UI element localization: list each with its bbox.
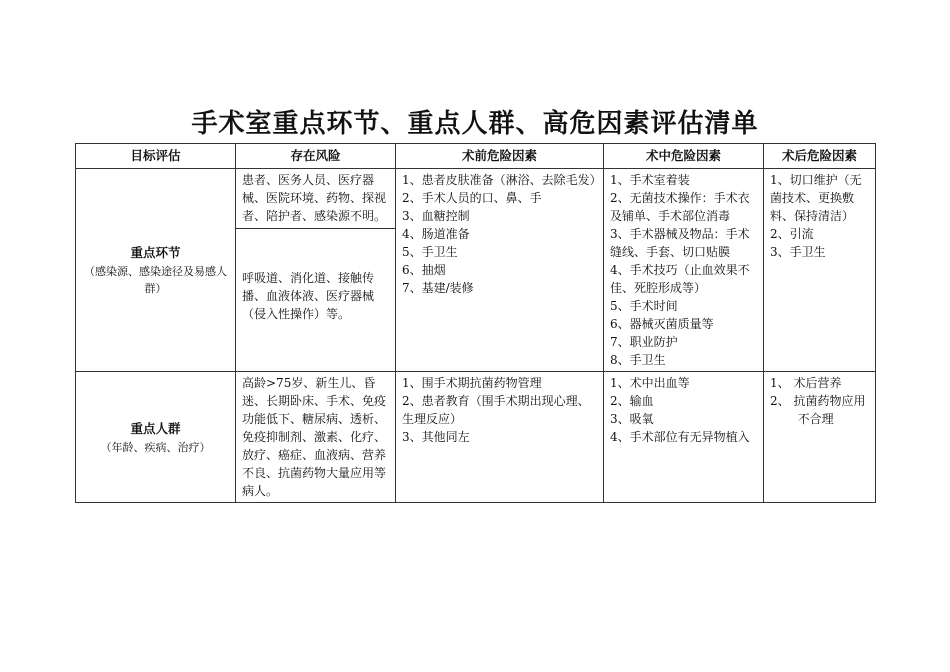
header-row (76, 144, 876, 169)
list-item: 5、手术时间 (610, 299, 678, 313)
list-item: 7、职业防护 (610, 335, 678, 349)
page-title: 手术室重点环节、重点人群、高危因素评估清单 (191, 109, 759, 139)
table-row-key-links (76, 169, 876, 229)
list-item: 3、吸氧 (610, 412, 654, 426)
header-risk: 存在风险 (236, 144, 396, 169)
list-item: 3、其他同左 (402, 430, 470, 444)
intraop-factors-1 (604, 169, 764, 372)
list-item: 2、手术人员的口、鼻、手 (402, 191, 542, 205)
target-sub: （感染源、感染途径及易感人群） (84, 265, 227, 295)
header-preop: 术前危险因素 (396, 144, 604, 169)
list-item: 2、无菌技术操作：手术衣及铺单、手术部位消毒 (610, 191, 750, 223)
header-intraop: 术中危险因素 (604, 144, 764, 169)
list-item: 6、器械灭菌质量等 (610, 317, 714, 331)
list-item: 5、手卫生 (402, 245, 458, 259)
list-item: 3、手术器械及物品：手术缝线、手套、切口贴膜 (610, 227, 750, 259)
risk-infection-source: 患者、医务人员、医疗器械、医院环境、药物、探视者、陪护者、感染源不明。 (236, 169, 396, 229)
target-main: 重点环节 (130, 245, 181, 260)
postop-factors-2 (764, 372, 876, 503)
target-main: 重点人群 (130, 420, 181, 436)
intraop-factors-2 (604, 372, 764, 503)
list-item: 4、手术技巧（止血效果不佳、死腔形成等） (610, 263, 750, 295)
list-item: 4、手术部位有无异物植入 (610, 430, 750, 444)
table-row-key-population (76, 372, 876, 503)
list-item: 1、术中出血等 (610, 376, 690, 390)
list-item: 8、手卫生 (610, 353, 666, 367)
header-postop: 术后危险因素 (764, 144, 876, 169)
preop-factors-2 (396, 372, 604, 503)
list-item: 2、 抗菌药物应用不合理 (770, 394, 866, 426)
postop-factors-1 (764, 169, 876, 372)
preop-factors-1 (396, 169, 604, 372)
target-key-links (76, 169, 236, 372)
risk-susceptible-population: 高龄>75岁、新生儿、昏迷、长期卧床、手术、免疫功能低下、糖尿病、透析、免疫抑制剂、激素、化疗、放疗、癌症、血液病、营养不良、抗菌药物大量应用等病人。 (236, 372, 396, 503)
list-item: 3、手卫生 (770, 245, 826, 259)
header-target: 目标评估 (76, 144, 236, 169)
assessment-table (75, 143, 876, 503)
target-key-population (76, 372, 236, 503)
list-item: 1、手术室着装 (610, 173, 690, 187)
list-item: 2、患者教育（围手术期出现心理、生理反应） (402, 394, 590, 426)
list-item: 1、 术后营养 (770, 376, 842, 390)
target-sub: （年龄、疾病、治疗） (100, 440, 211, 454)
list-item: 3、血糖控制 (402, 209, 470, 223)
list-item: 1、切口维护（无菌技术、更换敷料、保持清洁） (770, 173, 862, 223)
list-item: 4、肠道准备 (402, 227, 470, 241)
list-item: 2、引流 (770, 227, 814, 241)
list-item: 1、围手术期抗菌药物管理 (402, 376, 542, 390)
list-item: 2、输血 (610, 394, 654, 408)
list-item: 6、抽烟 (402, 263, 446, 277)
list-item: 1、患者皮肤准备（淋浴、去除毛发） (402, 173, 602, 187)
list-item: 7、基建/装修 (402, 281, 474, 295)
risk-transmission-route: 呼吸道、消化道、接触传播、血液体液、医疗器械（侵入性操作）等。 (236, 229, 396, 372)
